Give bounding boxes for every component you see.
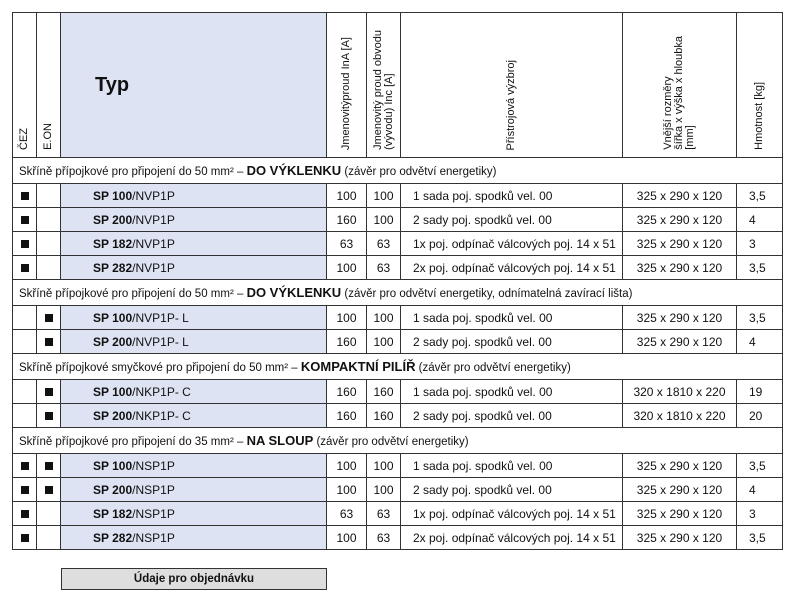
typ-suffix: /NSP1P	[132, 458, 175, 473]
cell-inc: 63	[367, 256, 401, 280]
cell-ina: 100	[327, 526, 367, 550]
section-title-post: (závěr pro odvětví energetiky)	[341, 166, 497, 178]
filled-square-icon	[45, 462, 53, 470]
cell-rozmery: 325 x 290 x 120	[623, 184, 737, 208]
cell-rozmery: 325 x 290 x 120	[623, 306, 737, 330]
table-row	[13, 256, 783, 280]
cell-typ	[61, 404, 327, 428]
cell-rozmery: 325 x 290 x 120	[623, 478, 737, 502]
filled-square-icon	[45, 486, 53, 494]
cell-ina: 100	[327, 454, 367, 478]
typ-code: SP 282	[93, 530, 133, 545]
cell-inc: 160	[367, 404, 401, 428]
cell-vyzbroj: 1x poj. odpínač válcových poj. 14 x 51	[401, 232, 623, 256]
filled-square-icon	[21, 264, 29, 272]
typ-code: SP 100	[93, 188, 133, 203]
col-rozmery: Vnější rozměry šířka x výška x hloubka [mm]	[623, 13, 737, 158]
cell-ina: 160	[327, 208, 367, 232]
section-title	[13, 428, 783, 454]
cell-inc: 100	[367, 454, 401, 478]
cell-vyzbroj: 1 sada poj. spodků vel. 00	[401, 306, 623, 330]
section-title-pre: Skříně přípojkové pro připojení do 50 mm² –	[19, 166, 247, 178]
cell-rozmery: 325 x 290 x 120	[623, 502, 737, 526]
cell-vyzbroj: 1 sada poj. spodků vel. 00	[401, 454, 623, 478]
cell-typ	[61, 330, 327, 354]
cell-hmotnost: 3	[737, 502, 783, 526]
typ-suffix: /NSP1P	[132, 482, 175, 497]
cell-inc: 100	[367, 184, 401, 208]
mark-eon	[37, 306, 61, 330]
typ-suffix: /NVP1P	[132, 188, 175, 203]
filled-square-icon	[45, 338, 53, 346]
cell-ina: 160	[327, 404, 367, 428]
cell-ina: 63	[327, 232, 367, 256]
cell-typ	[61, 502, 327, 526]
section-heading	[13, 428, 783, 454]
section-title-bold: KOMPAKTNÍ PILÍŘ	[300, 359, 416, 374]
cell-rozmery: 320 x 1810 x 220	[623, 380, 737, 404]
section-heading	[13, 158, 783, 184]
cell-typ	[61, 184, 327, 208]
section-heading	[13, 280, 783, 306]
typ-code: SP 200	[93, 212, 133, 227]
cell-hmotnost: 4	[737, 478, 783, 502]
filled-square-icon	[45, 314, 53, 322]
col-cez: ČEZ	[13, 13, 37, 158]
table-row	[13, 330, 783, 354]
typ-suffix: /NSP1P	[132, 506, 175, 521]
typ-code: SP 182	[93, 506, 133, 521]
cell-hmotnost: 3,5	[737, 184, 783, 208]
cell-vyzbroj: 1 sada poj. spodků vel. 00	[401, 380, 623, 404]
cell-typ	[61, 306, 327, 330]
cell-vyzbroj: 1 sada poj. spodků vel. 00	[401, 184, 623, 208]
mark-cez	[13, 526, 37, 550]
mark-cez	[13, 502, 37, 526]
typ-code: SP 100	[93, 384, 133, 399]
filled-square-icon	[21, 240, 29, 248]
cell-typ	[61, 208, 327, 232]
mark-eon	[37, 380, 61, 404]
cell-vyzbroj: 2 sady poj. spodků vel. 00	[401, 404, 623, 428]
mark-eon	[37, 330, 61, 354]
cell-rozmery: 325 x 290 x 120	[623, 330, 737, 354]
section-title-pre: Skříně přípojkové smyčkové pro připojení do 50 mm² –	[19, 362, 301, 374]
table-row	[13, 232, 783, 256]
typ-code: SP 200	[93, 334, 133, 349]
filled-square-icon	[45, 388, 53, 396]
section-title-pre: Skříně přípojkové pro připojení do 35 mm² –	[19, 436, 247, 448]
typ-suffix: /NVP1P	[132, 236, 175, 251]
order-info-label: Údaje pro objednávku	[61, 568, 327, 590]
table-row	[13, 502, 783, 526]
cell-hmotnost: 3,5	[737, 454, 783, 478]
cell-ina: 100	[327, 184, 367, 208]
cell-inc: 63	[367, 232, 401, 256]
section-title-post: (závěr pro odvětví energetiky)	[415, 362, 571, 374]
cell-ina: 100	[327, 478, 367, 502]
cell-vyzbroj: 2 sady poj. spodků vel. 00	[401, 208, 623, 232]
header-row	[13, 13, 783, 158]
typ-code: SP 100	[93, 310, 133, 325]
cell-hmotnost: 19	[737, 380, 783, 404]
filled-square-icon	[21, 486, 29, 494]
table-row	[13, 404, 783, 428]
mark-eon	[37, 184, 61, 208]
typ-suffix: /NVP1P	[132, 212, 175, 227]
cell-hmotnost: 3,5	[737, 256, 783, 280]
table-row	[13, 306, 783, 330]
mark-cez	[13, 184, 37, 208]
typ-code: SP 200	[93, 482, 133, 497]
mark-eon	[37, 256, 61, 280]
filled-square-icon	[21, 534, 29, 542]
mark-eon	[37, 526, 61, 550]
section-title-bold: DO VÝKLENKU	[246, 285, 342, 300]
table-row	[13, 526, 783, 550]
cell-typ	[61, 256, 327, 280]
cell-typ	[61, 526, 327, 550]
filled-square-icon	[45, 412, 53, 420]
mark-eon	[37, 502, 61, 526]
cell-typ	[61, 232, 327, 256]
table-row	[13, 380, 783, 404]
cell-inc: 100	[367, 330, 401, 354]
cell-hmotnost: 4	[737, 330, 783, 354]
section-title-post: (závěr pro odvětví energetiky)	[313, 436, 469, 448]
cell-typ	[61, 478, 327, 502]
mark-cez	[13, 208, 37, 232]
section-title	[13, 354, 783, 380]
col-pristroj: Přístrojová výzbroj	[401, 13, 623, 158]
typ-code: SP 282	[93, 260, 133, 275]
cell-rozmery: 320 x 1810 x 220	[623, 404, 737, 428]
section-title-pre: Skříně přípojkové pro připojení do 50 mm² –	[19, 288, 247, 300]
cell-typ	[61, 380, 327, 404]
col-jmen-proud-obvodu: Jmenovitý proud obvodu (vývodu) Inc [A]	[367, 13, 401, 158]
mark-cez	[13, 232, 37, 256]
mark-cez	[13, 306, 37, 330]
mark-eon	[37, 208, 61, 232]
cell-vyzbroj: 1x poj. odpínač válcových poj. 14 x 51	[401, 502, 623, 526]
cell-hmotnost: 4	[737, 208, 783, 232]
cell-inc: 100	[367, 478, 401, 502]
col-typ: Typ	[61, 13, 327, 158]
cell-inc: 100	[367, 208, 401, 232]
table-row	[13, 184, 783, 208]
typ-code: SP 182	[93, 236, 133, 251]
table-row	[13, 208, 783, 232]
section-title-bold: NA SLOUP	[246, 433, 314, 448]
mark-eon	[37, 454, 61, 478]
col-hmotnost: Hmotnost [kg]	[737, 13, 783, 158]
filled-square-icon	[21, 216, 29, 224]
product-table	[12, 12, 783, 550]
cell-typ	[61, 454, 327, 478]
mark-cez	[13, 454, 37, 478]
col-jmen-proud: Jmenovitýproud InA [A]	[327, 13, 367, 158]
section-title-bold: DO VÝKLENKU	[246, 163, 342, 178]
typ-suffix: /NKP1P- C	[132, 408, 191, 423]
mark-cez	[13, 256, 37, 280]
cell-inc: 160	[367, 380, 401, 404]
section-title	[13, 158, 783, 184]
filled-square-icon	[21, 192, 29, 200]
cell-rozmery: 325 x 290 x 120	[623, 526, 737, 550]
cell-hmotnost: 3,5	[737, 306, 783, 330]
mark-cez	[13, 380, 37, 404]
typ-code: SP 100	[93, 458, 133, 473]
filled-square-icon	[21, 462, 29, 470]
table-row	[13, 478, 783, 502]
cell-ina: 160	[327, 380, 367, 404]
cell-ina: 100	[327, 306, 367, 330]
typ-code: SP 200	[93, 408, 133, 423]
cell-vyzbroj: 2x poj. odpínač válcových poj. 14 x 51	[401, 256, 623, 280]
typ-suffix: /NVP1P	[132, 260, 175, 275]
cell-inc: 63	[367, 502, 401, 526]
cell-ina: 160	[327, 330, 367, 354]
cell-rozmery: 325 x 290 x 120	[623, 208, 737, 232]
typ-suffix: /NVP1P- L	[132, 334, 189, 349]
cell-hmotnost: 3,5	[737, 526, 783, 550]
col-eon: E.ON	[37, 13, 61, 158]
cell-vyzbroj: 2 sady poj. spodků vel. 00	[401, 478, 623, 502]
typ-suffix: /NVP1P- L	[132, 310, 189, 325]
mark-cez	[13, 404, 37, 428]
cell-rozmery: 325 x 290 x 120	[623, 256, 737, 280]
cell-rozmery: 325 x 290 x 120	[623, 454, 737, 478]
section-title	[13, 280, 783, 306]
table-row	[13, 454, 783, 478]
cell-hmotnost: 20	[737, 404, 783, 428]
filled-square-icon	[21, 510, 29, 518]
mark-cez	[13, 330, 37, 354]
typ-suffix: /NKP1P- C	[132, 384, 191, 399]
cell-rozmery: 325 x 290 x 120	[623, 232, 737, 256]
mark-cez	[13, 478, 37, 502]
mark-eon	[37, 404, 61, 428]
section-heading	[13, 354, 783, 380]
cell-hmotnost: 3	[737, 232, 783, 256]
section-title-post: (závěr pro odvětví energetiky, odnímatelná zavírací lišta)	[341, 288, 633, 300]
cell-vyzbroj: 2x poj. odpínač válcových poj. 14 x 51	[401, 526, 623, 550]
cell-ina: 100	[327, 256, 367, 280]
cell-ina: 63	[327, 502, 367, 526]
cell-inc: 100	[367, 306, 401, 330]
cell-vyzbroj: 2 sady poj. spodků vel. 00	[401, 330, 623, 354]
cell-inc: 63	[367, 526, 401, 550]
mark-eon	[37, 232, 61, 256]
typ-suffix: /NSP1P	[132, 530, 175, 545]
mark-eon	[37, 478, 61, 502]
